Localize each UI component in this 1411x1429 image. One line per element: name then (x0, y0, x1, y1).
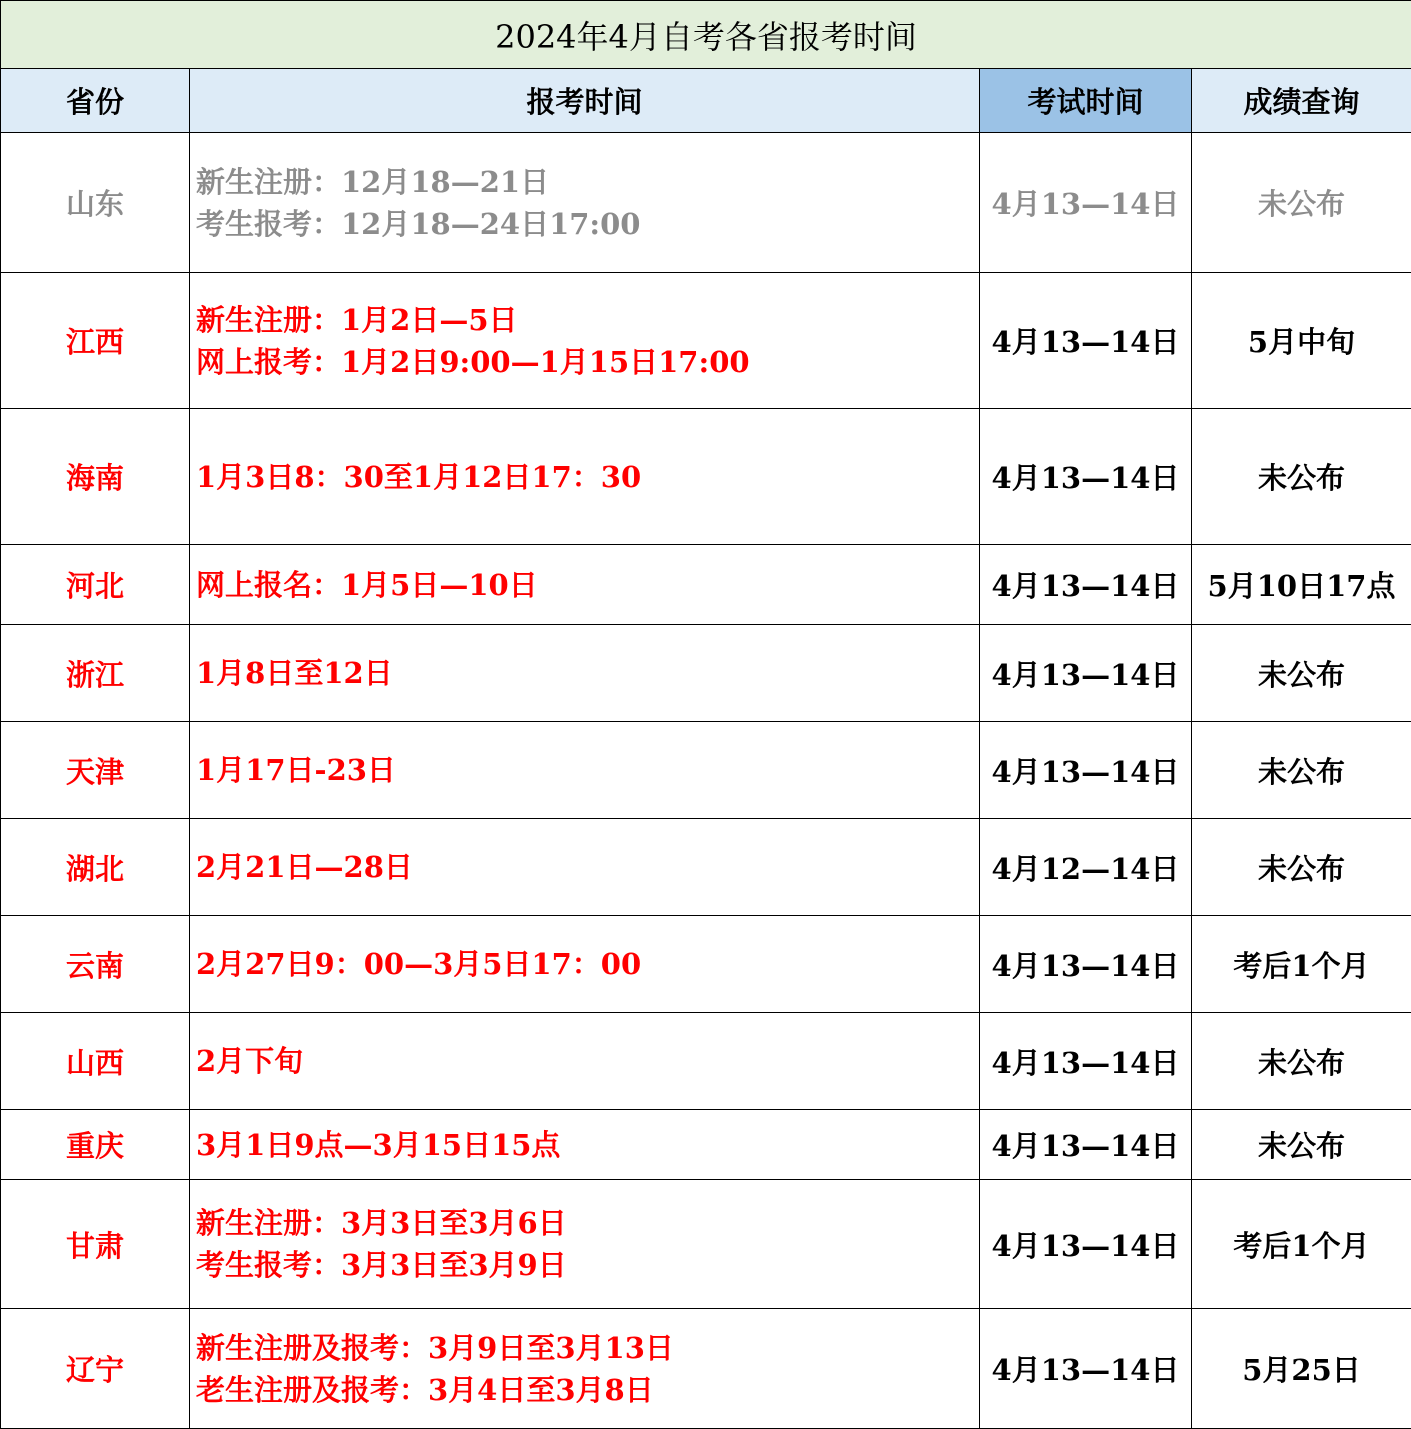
province-cell: 甘肃 (1, 1180, 190, 1309)
registration-cell (190, 409, 980, 545)
exam-time-cell: 4月13—14日 (980, 625, 1192, 722)
score-query-cell: 5月25日 (1192, 1309, 1411, 1429)
exam-time-cell: 4月13—14日 (980, 722, 1192, 819)
header-row (1, 69, 1411, 133)
score-query-cell: 考后1个月 (1192, 1180, 1411, 1309)
registration-line: 老生注册及报考：3月4日至3月8日 (196, 1372, 654, 1407)
province-cell: 海南 (1, 409, 190, 545)
table-row (1, 722, 1411, 819)
table-row (1, 545, 1411, 625)
registration-line: 网上报名：1月5日—10日 (196, 567, 538, 602)
table-row (1, 133, 1411, 273)
table-row (1, 1180, 1411, 1309)
score-query-cell: 未公布 (1192, 1110, 1411, 1180)
province-cell: 江西 (1, 273, 190, 409)
exam-time-cell: 4月13—14日 (980, 1110, 1192, 1180)
registration-cell (190, 545, 980, 625)
table-row (1, 409, 1411, 545)
registration-line: 1月17日-23日 (196, 753, 396, 787)
table-row (1, 1013, 1411, 1110)
score-query-cell: 5月10日17点 (1192, 545, 1411, 625)
exam-time-cell: 4月13—14日 (980, 1013, 1192, 1110)
table-row (1, 916, 1411, 1013)
registration-cell (190, 722, 980, 819)
province-cell: 云南 (1, 916, 190, 1013)
registration-line: 3月1日9点—3月15日15点 (196, 1127, 561, 1162)
table-row (1, 625, 1411, 722)
score-query-cell: 未公布 (1192, 722, 1411, 819)
registration-line: 考生报考：12月18—24日17:00 (196, 206, 641, 241)
exam-time-cell: 4月13—14日 (980, 409, 1192, 545)
table-row (1, 819, 1411, 916)
table-row (1, 273, 1411, 409)
registration-cell (190, 916, 980, 1013)
registration-line: 新生注册：1月2日—5日 (196, 302, 518, 337)
exam-time-cell: 4月13—14日 (980, 133, 1192, 273)
score-query-cell: 未公布 (1192, 819, 1411, 916)
header-province: 省份 (1, 69, 190, 133)
registration-line: 2月下旬 (196, 1044, 304, 1078)
header-exam: 考试时间 (980, 69, 1192, 133)
exam-time-cell: 4月13—14日 (980, 1309, 1192, 1429)
score-query-cell: 未公布 (1192, 133, 1411, 273)
score-query-cell: 未公布 (1192, 1013, 1411, 1110)
province-cell: 浙江 (1, 625, 190, 722)
score-query-cell: 考后1个月 (1192, 916, 1411, 1013)
province-cell: 天津 (1, 722, 190, 819)
score-query-cell: 未公布 (1192, 625, 1411, 722)
exam-time-cell: 4月13—14日 (980, 545, 1192, 625)
registration-line: 新生注册：3月3日至3月6日 (196, 1206, 567, 1240)
registration-line: 考生报考：3月3日至3月9日 (196, 1248, 567, 1282)
table-row (1, 1309, 1411, 1429)
exam-time-cell: 4月13—14日 (980, 916, 1192, 1013)
registration-line: 1月3日8：30至1月12日17：30 (196, 459, 642, 494)
exam-time-cell: 4月13—14日 (980, 1180, 1192, 1309)
registration-line: 新生注册及报考：3月9日至3月13日 (196, 1330, 674, 1365)
registration-line: 1月8日至12日 (196, 656, 393, 690)
registration-cell (190, 1180, 980, 1309)
province-cell: 湖北 (1, 819, 190, 916)
province-cell: 山西 (1, 1013, 190, 1110)
registration-cell (190, 133, 980, 273)
header-registration: 报考时间 (190, 69, 980, 133)
registration-cell (190, 1110, 980, 1180)
registration-cell (190, 1013, 980, 1110)
registration-line: 新生注册：12月18—21日 (196, 164, 550, 199)
title-row (1, 1, 1411, 69)
header-score: 成绩查询 (1192, 69, 1411, 133)
exam-time-cell: 4月13—14日 (980, 273, 1192, 409)
province-cell: 河北 (1, 545, 190, 625)
table-title: 2024年4月自考各省报考时间 (1, 1, 1411, 69)
registration-cell (190, 819, 980, 916)
registration-line: 2月27日9：00—3月5日17：00 (196, 947, 642, 981)
score-query-cell: 5月中旬 (1192, 273, 1411, 409)
province-cell: 辽宁 (1, 1309, 190, 1429)
score-query-cell: 未公布 (1192, 409, 1411, 545)
province-cell: 山东 (1, 133, 190, 273)
table-row (1, 1110, 1411, 1180)
registration-cell (190, 1309, 980, 1429)
registration-cell (190, 273, 980, 409)
registration-line: 2月21日—28日 (196, 850, 413, 884)
exam-time-cell: 4月12—14日 (980, 819, 1192, 916)
registration-cell (190, 625, 980, 722)
registration-line: 网上报考：1月2日9:00—1月15日17:00 (196, 344, 750, 379)
province-cell: 重庆 (1, 1110, 190, 1180)
